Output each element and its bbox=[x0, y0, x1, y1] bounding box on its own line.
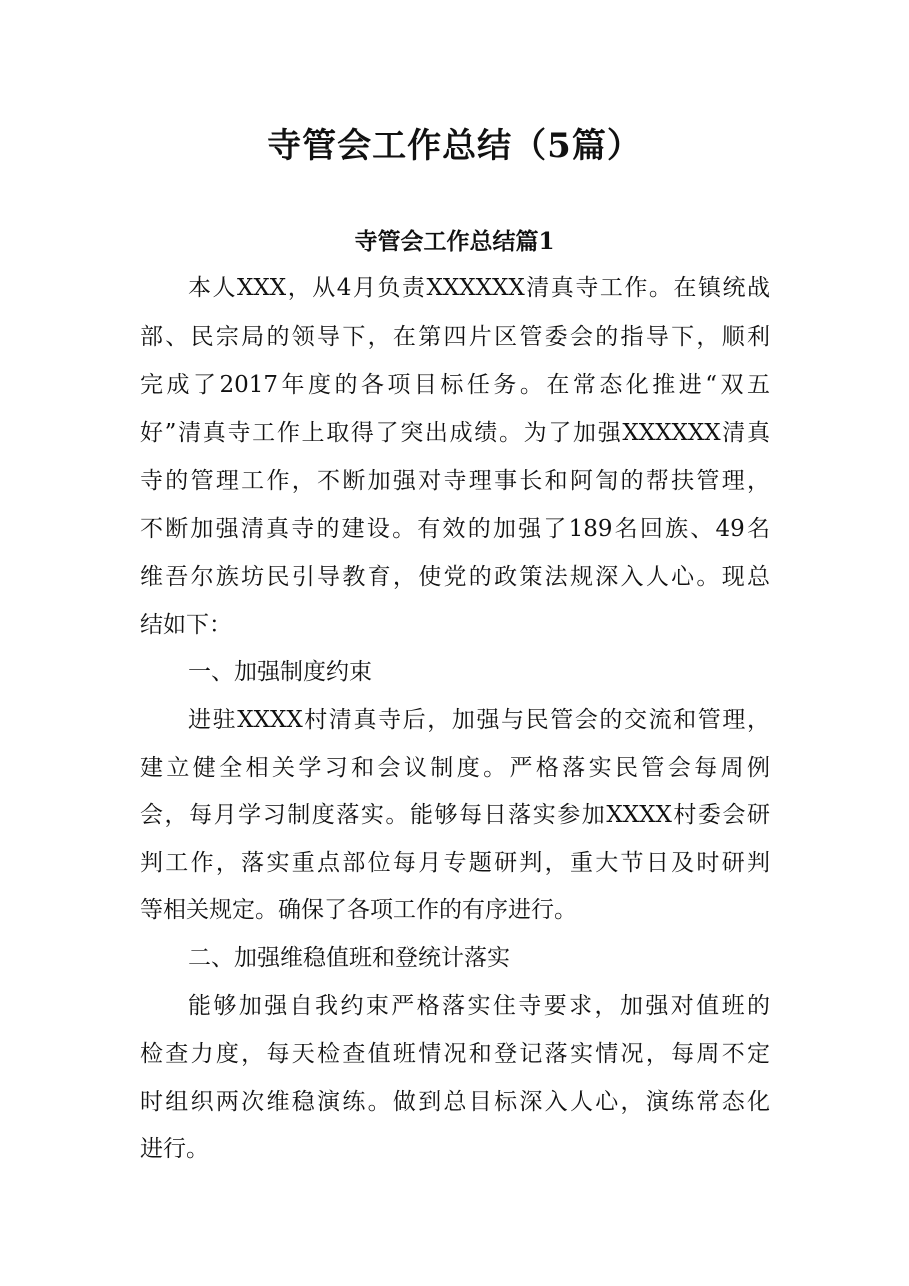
paragraph-line: 等相关规定。确保了各项工作的有序进行。 bbox=[140, 897, 577, 923]
paragraph-line: 进行。 bbox=[140, 1136, 209, 1162]
paragraph-line: 不断加强清真寺的建设。有效的加强了189名回族、49名 bbox=[140, 516, 770, 542]
paragraph-line: 进驻XXXX村清真寺后，加强与民管会的交流和管理， bbox=[188, 707, 770, 733]
paragraph-line: 结如下： bbox=[140, 612, 232, 638]
paragraph-line: 本人XXX，从4月负责XXXXXX清真寺工作。在镇统战 bbox=[188, 275, 770, 301]
subheading: 一、加强制度约束 bbox=[188, 659, 372, 685]
paragraph-line: 维吾尔族坊民引导教育，使党的政策法规深入人心。现总 bbox=[140, 564, 770, 590]
paragraph-line: 能够加强自我约束严格落实住寺要求，加强对值班的 bbox=[188, 993, 770, 1019]
paragraph-line: 检查力度，每天检查值班情况和登记落实情况，每周不定 bbox=[140, 1041, 770, 1067]
paragraph-line: 会，每月学习制度落实。能够每日落实参加XXXX村委会研 bbox=[140, 802, 770, 828]
paragraph-line: 完成了2017年度的各项目标任务。在常态化推进“双五 bbox=[140, 372, 770, 398]
subheading: 二、加强维稳值班和登统计落实 bbox=[188, 945, 510, 971]
document-title: 寺管会工作总结（5篇） bbox=[267, 126, 642, 166]
section-title: 寺管会工作总结篇1 bbox=[354, 228, 555, 255]
paragraph-line: 建立健全相关学习和会议制度。严格落实民管会每周例 bbox=[140, 755, 770, 781]
paragraph-line: 时组织两次维稳演练。做到总目标深入人心，演练常态化 bbox=[140, 1089, 770, 1115]
paragraph-line: 好”清真寺工作上取得了突出成绩。为了加强XXXXXX清真 bbox=[140, 420, 770, 446]
paragraph-line: 部、民宗局的领导下，在第四片区管委会的指导下，顺利 bbox=[140, 324, 770, 350]
paragraph-line: 寺的管理工作，不断加强对寺理事长和阿訇的帮扶管理， bbox=[140, 468, 770, 494]
paragraph-line: 判工作，落实重点部位每月专题研判，重大节日及时研判 bbox=[140, 850, 770, 876]
